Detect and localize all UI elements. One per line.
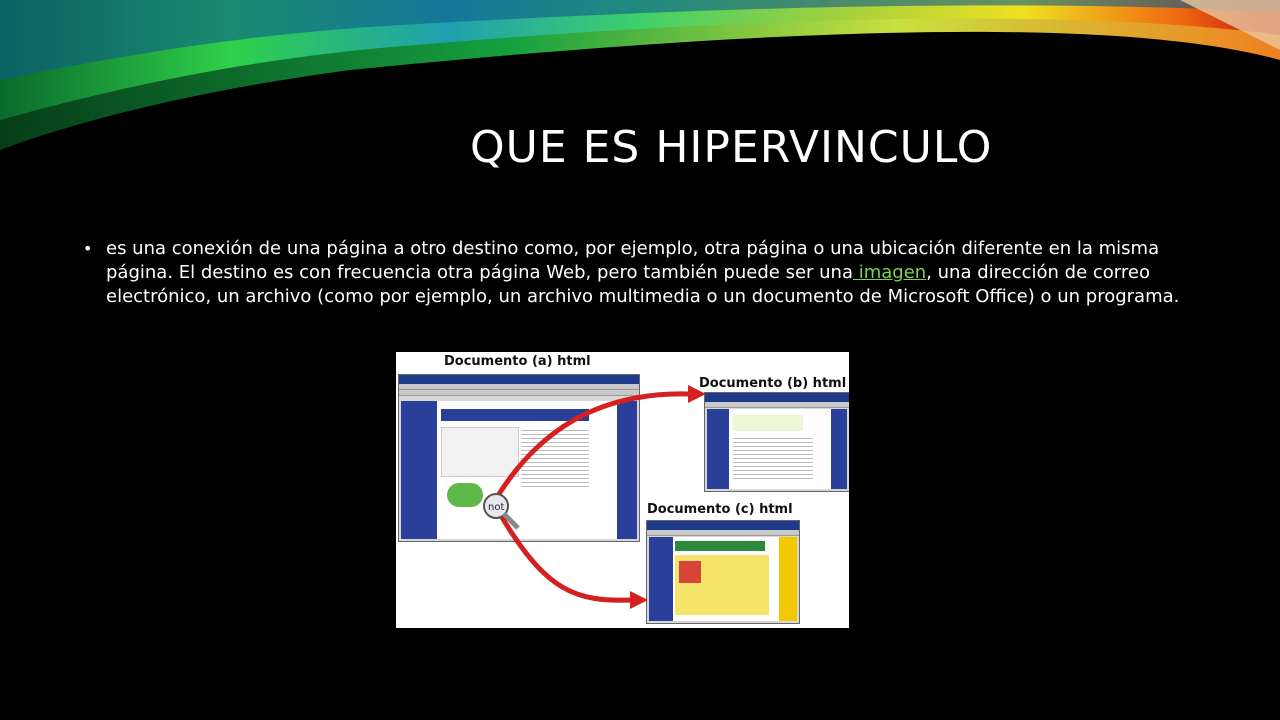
imagen-link[interactable]: imagen: [853, 262, 927, 283]
paragraph-text-end: , una dirección de correo electrónico, un archivo (como por ejemplo, un archivo multimedia o un documento de Microsoft Office) o un programa.: [106, 262, 1180, 307]
slide-title: QUE ES HIPERVINCULO: [470, 122, 993, 173]
magnifier-text: not: [488, 502, 505, 513]
paragraph-text-start: es una conexión de una página a otro destino como, por ejemplo, otra página o una ubicación diferente en la misma página. El destino es con frecuencia otra página Web, pero también puede ser una: [106, 238, 1160, 283]
document-a-label: Documento (a) html: [444, 354, 591, 369]
document-c-label: Documento (c) html: [644, 502, 796, 517]
bullet-icon: •: [83, 239, 93, 258]
bullet-paragraph: [106, 237, 1213, 309]
document-b-label: Documento (b) html: [696, 376, 849, 391]
hyperlink-diagram-image: [396, 352, 849, 628]
arrow-head-b: [688, 385, 706, 403]
slide-body: [83, 237, 1213, 309]
link-arrows: [396, 352, 849, 628]
arrow-head-c: [630, 591, 648, 609]
